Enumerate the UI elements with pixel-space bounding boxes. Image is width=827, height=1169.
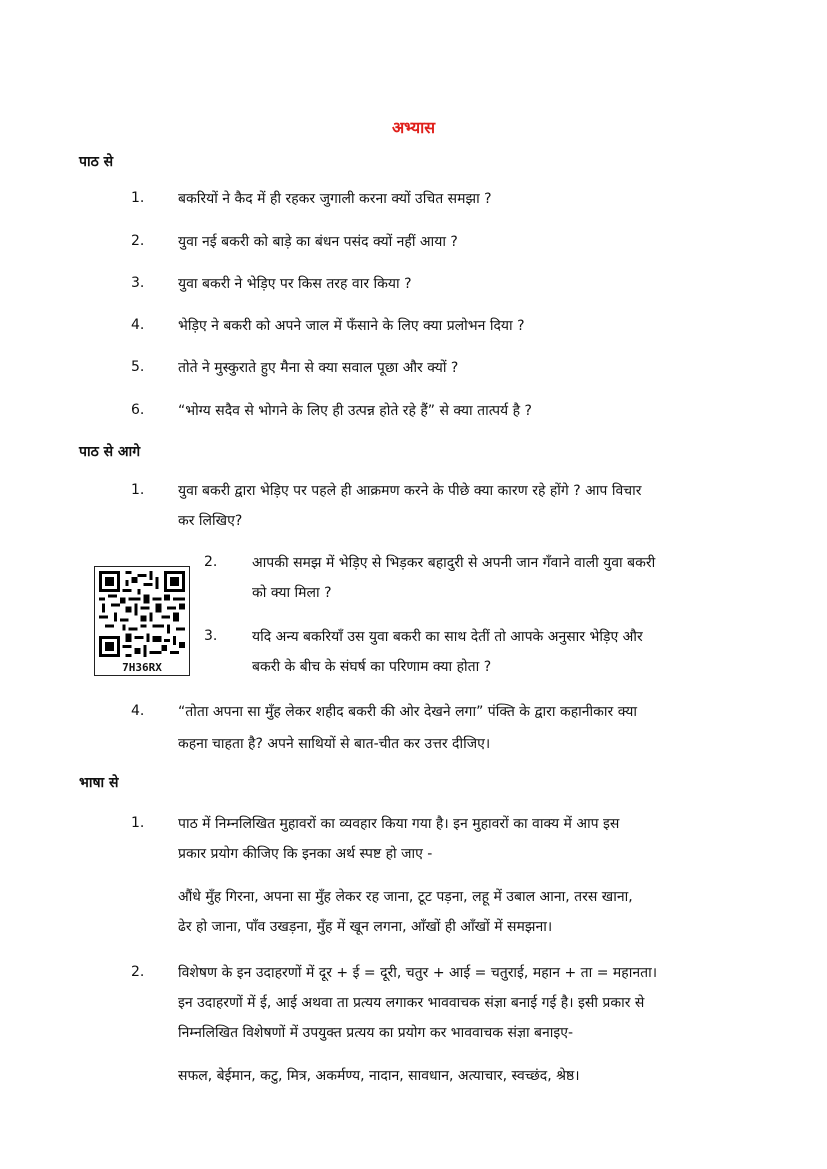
question-number: 2. bbox=[131, 964, 145, 980]
section-heading-bhasha-se: भाषा से bbox=[79, 775, 119, 791]
question-number: 3. bbox=[131, 275, 145, 291]
qr-code[interactable] bbox=[94, 566, 190, 676]
question-number: 1. bbox=[131, 482, 145, 498]
question-text: भेड़िए ने बकरी को अपने जाल में फँसाने के लिए क्या प्रलोभन दिया ? bbox=[178, 318, 525, 334]
question-text-continued: इन उदाहरणों में ई, आई अथवा ता प्रत्यय लगाकर भाववाचक संज्ञा बनाई गई है। इसी प्रकार से bbox=[178, 995, 645, 1011]
idiom-list-continued: ढेर हो जाना, पाँव उखड़ना, मुँह में खून लगना, आँखों ही आँखों में समझना। bbox=[178, 919, 553, 935]
question-number: 4. bbox=[131, 317, 145, 333]
page-title: अभ्यास bbox=[391, 118, 436, 137]
idiom-list: औंधे मुँह गिरना, अपना सा मुँह लेकर रह जाना, टूट पड़ना, लहू में उबाल आना, तरस खाना, bbox=[178, 889, 633, 905]
question-text-continued: बकरी के बीच के संघर्ष का परिणाम क्या होता ? bbox=[252, 659, 492, 675]
adjective-list: सफल, बेईमान, कटु, मित्र, अकर्मण्य, नादान, सावधान, अत्याचार, स्वच्छंद, श्रेष्ठ। bbox=[178, 1068, 580, 1084]
question-text-continued: निम्नलिखित विशेषणों में उपयुक्त प्रत्यय का प्रयोग कर भाववाचक संज्ञा बनाइए- bbox=[178, 1025, 574, 1041]
question-number: 3. bbox=[204, 628, 218, 644]
question-text: तोते ने मुस्कुराते हुए मैना से क्या सवाल पूछा और क्यों ? bbox=[178, 360, 459, 376]
question-text: युवा नई बकरी को बाड़े का बंधन पसंद क्यों नहीं आया ? bbox=[178, 234, 458, 250]
section-heading-path-se: पाठ से bbox=[79, 154, 114, 170]
question-text-continued: कर लिखिए? bbox=[178, 513, 243, 529]
question-text-continued: कहना चाहता है? अपने साथियों से बात-चीत कर उत्तर दीजिए। bbox=[178, 736, 491, 752]
qr-code-label: 7H36RX bbox=[122, 661, 162, 674]
question-text: “भोग्य सदैव से भोगने के लिए ही उत्पन्न होते रहे हैं” से क्या तात्पर्य है ? bbox=[178, 403, 532, 419]
question-number: 1. bbox=[131, 190, 145, 206]
question-number: 2. bbox=[131, 233, 145, 249]
qr-code-icon bbox=[99, 571, 185, 657]
question-number: 1. bbox=[131, 815, 145, 831]
question-text-continued: को क्या मिला ? bbox=[252, 585, 332, 601]
question-text: यदि अन्य बकरियाँ उस युवा बकरी का साथ देतीं तो आपके अनुसार भेड़िए और bbox=[252, 629, 643, 645]
question-text: बकरियों ने कैद में ही रहकर जुगाली करना क्यों उचित समझा ? bbox=[178, 191, 492, 207]
question-text: विशेषण के इन उदाहरणों में दूर + ई = दूरी, चतुर + आई = चतुराई, महान + ता = महानता। bbox=[178, 965, 658, 981]
question-text: “तोता अपना सा मुँह लेकर शहीद बकरी की ओर देखने लगा” पंक्ति के द्वारा कहानीकार क्या bbox=[178, 704, 637, 720]
section-heading-path-se-aage: पाठ से आगे bbox=[79, 444, 141, 460]
question-text: पाठ में निम्नलिखित मुहावरों का व्यवहार किया गया है। इन मुहावरों का वाक्य में आप इस bbox=[178, 816, 620, 832]
question-number: 4. bbox=[131, 703, 145, 719]
question-number: 2. bbox=[204, 554, 218, 570]
question-number: 5. bbox=[131, 359, 145, 375]
question-text-continued: प्रकार प्रयोग कीजिए कि इनका अर्थ स्पष्ट हो जाए - bbox=[178, 846, 433, 862]
question-number: 6. bbox=[131, 402, 145, 418]
question-text: युवा बकरी द्वारा भेड़िए पर पहले ही आक्रमण करने के पीछे क्या कारण रहे होंगे ? आप विचार bbox=[178, 483, 642, 499]
question-text: युवा बकरी ने भेड़िए पर किस तरह वार किया ? bbox=[178, 276, 412, 292]
question-text: आपकी समझ में भेड़िए से भिड़कर बहादुरी से अपनी जान गँवाने वाली युवा बकरी bbox=[252, 555, 656, 571]
